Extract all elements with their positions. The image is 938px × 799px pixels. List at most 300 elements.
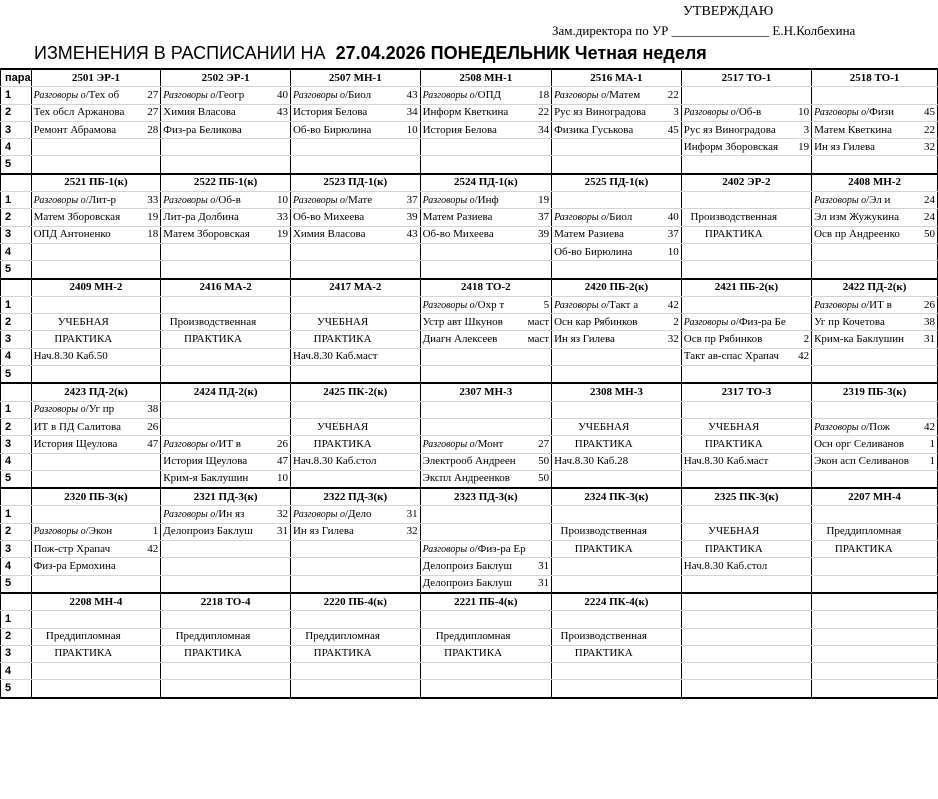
lesson-cell xyxy=(161,611,265,628)
room-number xyxy=(526,366,552,384)
lesson-cell: История Щеулова xyxy=(31,436,135,453)
lesson-cell: Экон асп Селиванов xyxy=(812,453,916,470)
lesson-cell xyxy=(681,575,786,593)
lesson-talk-label: Разговоры о xyxy=(422,299,475,311)
lesson-cell: Диагн Алексеев xyxy=(420,331,526,348)
title-date: 27.04.2026 ПОНЕДЕЛЬНИК Четная неделя xyxy=(335,43,707,63)
group-name: 2408 МН-2 xyxy=(812,174,938,192)
group-name: 2317 ТО-3 xyxy=(681,383,811,401)
lesson-row xyxy=(1,226,938,243)
block-header-row xyxy=(1,69,938,87)
lesson-row xyxy=(1,139,938,156)
group-name: 2418 ТО-2 xyxy=(420,279,551,297)
lesson-cell: Разговоры о/Такт а xyxy=(552,296,656,313)
room-number: 19 xyxy=(265,226,291,243)
para-label: пара xyxy=(1,69,32,87)
room-number xyxy=(526,523,552,540)
lesson-cell: ПРАКТИКА xyxy=(420,645,526,662)
room-number: 24 xyxy=(916,209,938,226)
para-label xyxy=(1,279,32,297)
room-number xyxy=(786,418,812,435)
room-number: 42 xyxy=(786,348,812,365)
room-number: 43 xyxy=(394,87,420,104)
room-number: 39 xyxy=(526,226,552,243)
room-number xyxy=(394,314,420,331)
room-number xyxy=(265,156,291,174)
lesson-cell: Разговоры о/Дело xyxy=(290,506,394,523)
room-number xyxy=(135,453,161,470)
period-number: 5 xyxy=(1,261,32,279)
room-number xyxy=(135,558,161,575)
lesson-cell xyxy=(681,87,786,104)
lesson-cell: Экспл Андреенков xyxy=(420,470,526,488)
lesson-cell: Ин яз Гилева xyxy=(290,523,394,540)
lesson-row xyxy=(1,558,938,575)
lesson-cell xyxy=(812,663,916,680)
lesson-cell xyxy=(161,261,265,279)
period-number: 4 xyxy=(1,139,32,156)
lesson-talk-label: Разговоры о xyxy=(814,299,867,311)
lesson-cell xyxy=(420,611,526,628)
lesson-cell xyxy=(812,470,916,488)
room-number xyxy=(265,261,291,279)
lesson-talk-label: Разговоры о xyxy=(33,89,86,101)
lesson-cell: ПРАКТИКА xyxy=(681,541,786,558)
para-label xyxy=(1,383,32,401)
room-number xyxy=(916,348,938,365)
room-number xyxy=(394,645,420,662)
lesson-cell: Разговоры о/Физ-ра Ер xyxy=(420,541,526,558)
lesson-row xyxy=(1,87,938,104)
room-number xyxy=(135,645,161,662)
room-number: 3 xyxy=(655,104,681,121)
lesson-cell: Об-во Бирюлина xyxy=(552,243,656,260)
room-number xyxy=(394,296,420,313)
lesson-talk-label: Разговоры о xyxy=(554,212,607,224)
lesson-cell: УЧЕБНАЯ xyxy=(681,523,786,540)
room-number xyxy=(655,418,681,435)
room-number xyxy=(786,226,812,243)
room-number: 1 xyxy=(135,523,161,540)
room-number xyxy=(394,139,420,156)
room-number xyxy=(265,121,291,138)
room-number xyxy=(916,523,938,540)
room-number xyxy=(265,645,291,662)
lesson-cell: ПРАКТИКА xyxy=(812,541,916,558)
room-number xyxy=(655,453,681,470)
lesson-cell xyxy=(681,663,786,680)
group-name: 2319 ПБ-3(к) xyxy=(812,383,938,401)
lesson-row xyxy=(1,453,938,470)
room-number xyxy=(916,261,938,279)
period-number: 1 xyxy=(1,611,32,628)
room-number xyxy=(526,261,552,279)
lesson-cell xyxy=(552,575,656,593)
group-name: 2224 ПК-4(к) xyxy=(552,593,682,611)
room-number xyxy=(394,611,420,628)
lesson-cell: Нач.8.30 Каб.стол xyxy=(681,558,786,575)
group-name xyxy=(812,593,938,611)
group-name: 2324 ПК-3(к) xyxy=(552,488,682,506)
room-number: 22 xyxy=(916,121,938,138)
lesson-cell xyxy=(420,366,526,384)
room-number xyxy=(786,87,812,104)
lesson-cell xyxy=(552,558,656,575)
lesson-cell: Разговоры о/Матем xyxy=(552,87,656,104)
room-number xyxy=(916,87,938,104)
lesson-cell: Крим-я Баклушин xyxy=(161,470,265,488)
room-number xyxy=(655,401,681,418)
lesson-cell xyxy=(420,261,526,279)
lesson-cell xyxy=(420,680,526,698)
approve-label: УТВЕРЖДАЮ xyxy=(683,4,774,19)
room-number: 31 xyxy=(265,523,291,540)
room-number xyxy=(786,680,812,698)
group-name: 2521 ПБ-1(к) xyxy=(31,174,161,192)
lesson-cell: Информ Зборовская xyxy=(681,139,786,156)
period-number: 1 xyxy=(1,87,32,104)
lesson-cell: Делопроиз Баклуш xyxy=(420,558,526,575)
room-number xyxy=(916,611,938,628)
room-number xyxy=(265,348,291,365)
lesson-talk-label: Разговоры о xyxy=(422,438,475,450)
group-name: 2207 МН-4 xyxy=(812,488,938,506)
lesson-cell: ПРАКТИКА xyxy=(290,645,394,662)
lesson-cell: Матем Зборовская xyxy=(31,209,135,226)
lesson-cell xyxy=(420,243,526,260)
lesson-cell: Разговоры о/Мате xyxy=(290,192,394,209)
period-number: 5 xyxy=(1,575,32,593)
lesson-cell: Разговоры о/Геогр xyxy=(161,87,265,104)
group-name: 2517 ТО-1 xyxy=(681,69,811,87)
lesson-cell xyxy=(681,401,786,418)
schedule-table xyxy=(0,68,938,699)
lesson-cell xyxy=(681,192,786,209)
room-number xyxy=(135,611,161,628)
room-number xyxy=(655,523,681,540)
period-number: 2 xyxy=(1,418,32,435)
room-number xyxy=(655,680,681,698)
lesson-cell xyxy=(812,575,916,593)
group-name: 2221 ПБ-4(к) xyxy=(420,593,551,611)
lesson-cell xyxy=(161,366,265,384)
lesson-row xyxy=(1,436,938,453)
lesson-row xyxy=(1,628,938,645)
room-number: 27 xyxy=(135,87,161,104)
room-number: 22 xyxy=(526,104,552,121)
group-name: 2518 ТО-1 xyxy=(812,69,938,87)
room-number: 26 xyxy=(265,436,291,453)
lesson-cell xyxy=(290,156,394,174)
room-number xyxy=(655,541,681,558)
lesson-talk-label: Разговоры о xyxy=(814,194,867,206)
lesson-row xyxy=(1,680,938,698)
room-number: 2 xyxy=(655,314,681,331)
room-number: 19 xyxy=(786,139,812,156)
room-number xyxy=(786,611,812,628)
room-number: 47 xyxy=(265,453,291,470)
block-header-row xyxy=(1,383,938,401)
room-number xyxy=(655,645,681,662)
lesson-cell: Пож-стр Храпач xyxy=(31,541,135,558)
lesson-cell xyxy=(552,663,656,680)
lesson-row xyxy=(1,645,938,662)
room-number xyxy=(786,366,812,384)
group-name: 2422 ПД-2(к) xyxy=(812,279,938,297)
room-number xyxy=(916,401,938,418)
room-number xyxy=(394,243,420,260)
room-number xyxy=(265,628,291,645)
lesson-row xyxy=(1,348,938,365)
room-number xyxy=(135,243,161,260)
period-number: 5 xyxy=(1,680,32,698)
period-number: 4 xyxy=(1,348,32,365)
group-name: 2502 ЭР-1 xyxy=(161,69,291,87)
lesson-cell xyxy=(681,156,786,174)
lesson-cell: Тех обсл Аржанова xyxy=(31,104,135,121)
lesson-cell xyxy=(552,401,656,418)
room-number xyxy=(655,139,681,156)
room-number: 18 xyxy=(135,226,161,243)
lesson-cell: ПРАКТИКА xyxy=(681,436,786,453)
group-name: 2220 ПБ-4(к) xyxy=(290,593,420,611)
room-number xyxy=(526,156,552,174)
lesson-cell: Матем Разиева xyxy=(552,226,656,243)
room-number xyxy=(655,261,681,279)
lesson-row xyxy=(1,261,938,279)
room-number xyxy=(655,470,681,488)
lesson-cell: Преддипломная xyxy=(420,628,526,645)
lesson-cell: Такт ав-спас Храпач xyxy=(681,348,786,365)
period-number: 3 xyxy=(1,541,32,558)
lesson-talk-label: Разговоры о xyxy=(554,299,607,311)
para-label xyxy=(1,488,32,506)
room-number xyxy=(135,680,161,698)
lesson-cell: История Белова xyxy=(290,104,394,121)
lesson-cell xyxy=(161,558,265,575)
room-number xyxy=(786,470,812,488)
period-number: 1 xyxy=(1,192,32,209)
room-number xyxy=(916,506,938,523)
lesson-cell xyxy=(681,296,786,313)
room-number xyxy=(526,628,552,645)
lesson-cell: Нач.8.30 Каб.28 xyxy=(552,453,656,470)
lesson-cell xyxy=(420,506,526,523)
group-name: 2524 ПД-1(к) xyxy=(420,174,551,192)
block-header-row xyxy=(1,174,938,192)
lesson-cell: Ин яз Гилева xyxy=(812,139,916,156)
room-number xyxy=(655,628,681,645)
lesson-cell: Матем Кветкина xyxy=(812,121,916,138)
period-number: 1 xyxy=(1,296,32,313)
room-number xyxy=(265,680,291,698)
lesson-cell: Об-во Михеева xyxy=(420,226,526,243)
lesson-cell xyxy=(290,243,394,260)
room-number: 19 xyxy=(526,192,552,209)
room-number xyxy=(655,156,681,174)
group-name: 2425 ПК-2(к) xyxy=(290,383,420,401)
room-number: 27 xyxy=(135,104,161,121)
lesson-cell xyxy=(681,506,786,523)
group-name: 2421 ПБ-2(к) xyxy=(681,279,811,297)
room-number xyxy=(135,575,161,593)
room-number xyxy=(916,575,938,593)
room-number xyxy=(394,348,420,365)
room-number: 47 xyxy=(135,436,161,453)
lesson-cell xyxy=(552,156,656,174)
room-number xyxy=(135,506,161,523)
room-number xyxy=(916,470,938,488)
group-name: 2424 ПД-2(к) xyxy=(161,383,291,401)
room-number xyxy=(135,156,161,174)
lesson-talk-label: Разговоры о xyxy=(163,509,216,521)
lesson-cell: Преддипломная xyxy=(290,628,394,645)
lesson-cell xyxy=(161,243,265,260)
room-number: 32 xyxy=(655,331,681,348)
group-name: 2423 ПД-2(к) xyxy=(31,383,161,401)
lesson-cell: Лит-ра Долбина xyxy=(161,209,265,226)
lesson-cell xyxy=(681,470,786,488)
room-number: 37 xyxy=(655,226,681,243)
lesson-cell xyxy=(552,470,656,488)
room-number xyxy=(135,139,161,156)
room-number: 31 xyxy=(394,506,420,523)
lesson-talk-label: Разговоры о xyxy=(292,509,345,521)
room-number xyxy=(655,575,681,593)
lesson-cell: Нач.8.30 Каб.50 xyxy=(31,348,135,365)
lesson-cell: Разговоры о/Тех об xyxy=(31,87,135,104)
room-number: 42 xyxy=(655,296,681,313)
lesson-cell xyxy=(420,156,526,174)
lesson-cell xyxy=(420,139,526,156)
lesson-cell xyxy=(420,418,526,435)
group-name: 2523 ПД-1(к) xyxy=(290,174,420,192)
room-number xyxy=(786,261,812,279)
lesson-cell xyxy=(812,628,916,645)
lesson-cell: Осн орг Селиванов xyxy=(812,436,916,453)
room-number xyxy=(655,611,681,628)
deputy-signature-line: Зам.директора по УР _______________ Е.Н.Колбехина xyxy=(552,23,856,38)
lesson-row xyxy=(1,243,938,260)
room-number xyxy=(135,628,161,645)
room-number xyxy=(265,663,291,680)
lesson-row xyxy=(1,296,938,313)
lesson-cell: ОПД Антоненко xyxy=(31,226,135,243)
lesson-cell: УЧЕБНАЯ xyxy=(31,314,135,331)
period-number: 1 xyxy=(1,401,32,418)
period-number: 2 xyxy=(1,314,32,331)
lesson-cell xyxy=(552,611,656,628)
lesson-cell: Осв пр Андреенко xyxy=(812,226,916,243)
group-name: 2417 МА-2 xyxy=(290,279,420,297)
lesson-cell: Крим-ка Баклушин xyxy=(812,331,916,348)
lesson-cell: Ремонт Абрамова xyxy=(31,121,135,138)
lesson-cell: Делопроиз Баклуш xyxy=(161,523,265,540)
room-number xyxy=(655,192,681,209)
room-number xyxy=(394,261,420,279)
room-number: 43 xyxy=(265,104,291,121)
lesson-cell: Разговоры о/Ин яз xyxy=(161,506,265,523)
room-number xyxy=(526,243,552,260)
room-number xyxy=(135,663,161,680)
lesson-cell xyxy=(161,401,265,418)
lesson-cell xyxy=(31,156,135,174)
group-name: 2218 ТО-4 xyxy=(161,593,291,611)
lesson-cell xyxy=(552,348,656,365)
lesson-cell: Разговоры о/Уг пр xyxy=(31,401,135,418)
period-number: 4 xyxy=(1,558,32,575)
group-name: 2307 МН-3 xyxy=(420,383,551,401)
group-name: 2516 МА-1 xyxy=(552,69,682,87)
room-number xyxy=(135,348,161,365)
lesson-cell xyxy=(812,680,916,698)
lesson-cell: Электрооб Андреен xyxy=(420,453,526,470)
room-number xyxy=(526,611,552,628)
lesson-cell: Нач.8.30 Каб.маст xyxy=(681,453,786,470)
lesson-cell: Производственная xyxy=(161,314,265,331)
room-number: 45 xyxy=(655,121,681,138)
group-name: 2308 МН-3 xyxy=(552,383,682,401)
lesson-cell xyxy=(420,348,526,365)
lesson-cell xyxy=(812,506,916,523)
lesson-cell xyxy=(681,243,786,260)
room-number: 40 xyxy=(265,87,291,104)
lesson-row xyxy=(1,209,938,226)
group-name: 2420 ПБ-2(к) xyxy=(552,279,682,297)
lesson-talk-label: Разговоры о xyxy=(422,194,475,206)
room-number: 33 xyxy=(265,209,291,226)
group-name: 2501 ЭР-1 xyxy=(31,69,161,87)
room-number xyxy=(916,680,938,698)
period-number: 3 xyxy=(1,331,32,348)
lesson-cell: ИТ в ПД Салитова xyxy=(31,418,135,435)
room-number xyxy=(265,575,291,593)
room-number xyxy=(526,506,552,523)
room-number xyxy=(526,541,552,558)
lesson-cell: Физ-ра Ермохина xyxy=(31,558,135,575)
lesson-cell xyxy=(812,243,916,260)
lesson-cell xyxy=(290,663,394,680)
lesson-cell xyxy=(161,575,265,593)
lesson-cell: Физика Гуськова xyxy=(552,121,656,138)
room-number xyxy=(916,243,938,260)
room-number: 50 xyxy=(526,470,552,488)
room-number xyxy=(916,558,938,575)
lesson-cell: Разговоры о/Эл и xyxy=(812,192,916,209)
room-number xyxy=(916,628,938,645)
lesson-cell xyxy=(161,541,265,558)
lesson-cell xyxy=(552,680,656,698)
lesson-cell xyxy=(812,645,916,662)
room-number xyxy=(394,156,420,174)
room-number: 1 xyxy=(916,453,938,470)
room-number xyxy=(786,192,812,209)
lesson-cell: Разговоры о/Биол xyxy=(290,87,394,104)
lesson-cell: Нач.8.30 Каб.маст xyxy=(290,348,394,365)
block-header-row xyxy=(1,593,938,611)
room-number xyxy=(786,243,812,260)
lesson-talk-label: Разговоры о xyxy=(292,194,345,206)
lesson-cell: Устр авт Шкунов xyxy=(420,314,526,331)
lesson-cell xyxy=(290,575,394,593)
lesson-cell xyxy=(681,680,786,698)
room-number xyxy=(916,156,938,174)
room-number: 50 xyxy=(916,226,938,243)
room-number xyxy=(786,575,812,593)
lesson-cell xyxy=(31,611,135,628)
room-number xyxy=(265,558,291,575)
room-number: 38 xyxy=(135,401,161,418)
